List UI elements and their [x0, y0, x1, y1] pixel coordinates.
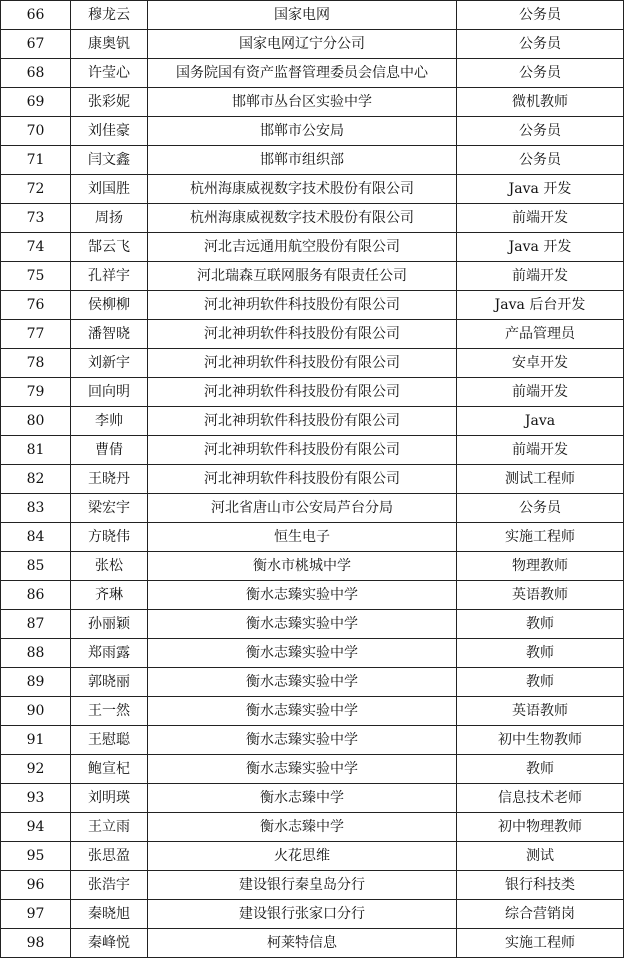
organization-cell: 河北神玥软件科技股份有限公司 [148, 378, 457, 407]
position-cell: 英语教师 [457, 581, 624, 610]
name-cell: 周扬 [71, 204, 148, 233]
table-row [1, 320, 624, 349]
organization-cell: 衡水志臻实验中学 [148, 639, 457, 668]
row-number-cell: 77 [1, 320, 71, 349]
organization-cell: 河北省唐山市公安局芦台分局 [148, 494, 457, 523]
table-row [1, 784, 624, 813]
organization-cell: 恒生电子 [148, 523, 457, 552]
table-row [1, 610, 624, 639]
organization-cell: 衡水志臻实验中学 [148, 668, 457, 697]
table-row [1, 117, 624, 146]
name-cell: 秦晓旭 [71, 900, 148, 929]
row-number-cell: 85 [1, 552, 71, 581]
name-cell: 张彩妮 [71, 88, 148, 117]
row-number-cell: 98 [1, 929, 71, 958]
position-cell: 前端开发 [457, 436, 624, 465]
table-row [1, 349, 624, 378]
table-row [1, 668, 624, 697]
name-cell: 王立雨 [71, 813, 148, 842]
organization-cell: 河北神玥软件科技股份有限公司 [148, 465, 457, 494]
row-number-cell: 75 [1, 262, 71, 291]
table-row [1, 726, 624, 755]
table-row [1, 581, 624, 610]
position-cell: 教师 [457, 755, 624, 784]
row-number-cell: 71 [1, 146, 71, 175]
name-cell: 侯柳柳 [71, 291, 148, 320]
name-cell: 郜云飞 [71, 233, 148, 262]
row-number-cell: 68 [1, 59, 71, 88]
row-number-cell: 74 [1, 233, 71, 262]
organization-cell: 河北神玥软件科技股份有限公司 [148, 291, 457, 320]
organization-cell: 衡水志臻实验中学 [148, 581, 457, 610]
organization-cell: 河北瑞森互联网服务有限责任公司 [148, 262, 457, 291]
row-number-cell: 89 [1, 668, 71, 697]
table-row [1, 378, 624, 407]
table-row [1, 291, 624, 320]
name-cell: 齐琳 [71, 581, 148, 610]
organization-cell: 国家电网辽宁分公司 [148, 30, 457, 59]
organization-cell: 杭州海康威视数字技术股份有限公司 [148, 175, 457, 204]
organization-cell: 建设银行张家口分行 [148, 900, 457, 929]
position-cell: Java [457, 407, 624, 436]
table-row [1, 871, 624, 900]
name-cell: 王慰聪 [71, 726, 148, 755]
name-cell: 康奥钒 [71, 30, 148, 59]
row-number-cell: 91 [1, 726, 71, 755]
name-cell: 郑雨露 [71, 639, 148, 668]
organization-cell: 邯郸市组织部 [148, 146, 457, 175]
name-cell: 闫文鑫 [71, 146, 148, 175]
position-cell: 公务员 [457, 1, 624, 30]
organization-cell: 国务院国有资产监督管理委员会信息中心 [148, 59, 457, 88]
organization-cell: 衡水志臻实验中学 [148, 610, 457, 639]
name-cell: 张浩宇 [71, 871, 148, 900]
organization-cell: 国家电网 [148, 1, 457, 30]
row-number-cell: 96 [1, 871, 71, 900]
organization-cell: 河北神玥软件科技股份有限公司 [148, 407, 457, 436]
table-row [1, 204, 624, 233]
row-number-cell: 69 [1, 88, 71, 117]
organization-cell: 衡水志臻实验中学 [148, 697, 457, 726]
organization-cell: 河北吉远通用航空股份有限公司 [148, 233, 457, 262]
position-cell: 公务员 [457, 494, 624, 523]
row-number-cell: 87 [1, 610, 71, 639]
organization-cell: 邯郸市丛台区实验中学 [148, 88, 457, 117]
organization-cell: 河北神玥软件科技股份有限公司 [148, 320, 457, 349]
position-cell: 综合营销岗 [457, 900, 624, 929]
position-cell: 产品管理员 [457, 320, 624, 349]
position-cell: 教师 [457, 610, 624, 639]
organization-cell: 河北神玥软件科技股份有限公司 [148, 436, 457, 465]
position-cell: 公务员 [457, 146, 624, 175]
position-cell: 初中生物教师 [457, 726, 624, 755]
position-cell: 测试工程师 [457, 465, 624, 494]
row-number-cell: 72 [1, 175, 71, 204]
row-number-cell: 78 [1, 349, 71, 378]
table-row [1, 146, 624, 175]
organization-cell: 衡水志臻中学 [148, 784, 457, 813]
name-cell: 回向明 [71, 378, 148, 407]
table-row [1, 639, 624, 668]
name-cell: 郭晓丽 [71, 668, 148, 697]
row-number-cell: 66 [1, 1, 71, 30]
organization-cell: 建设银行秦皇岛分行 [148, 871, 457, 900]
name-cell: 梁宏宇 [71, 494, 148, 523]
organization-cell: 衡水志臻实验中学 [148, 726, 457, 755]
table-row [1, 30, 624, 59]
name-cell: 刘国胜 [71, 175, 148, 204]
table-row [1, 552, 624, 581]
position-cell: 公务员 [457, 30, 624, 59]
organization-cell: 衡水志臻中学 [148, 813, 457, 842]
row-number-cell: 93 [1, 784, 71, 813]
position-cell: 实施工程师 [457, 523, 624, 552]
name-cell: 孙丽颖 [71, 610, 148, 639]
position-cell: 物理教师 [457, 552, 624, 581]
name-cell: 刘佳豪 [71, 117, 148, 146]
position-cell: 实施工程师 [457, 929, 624, 958]
row-number-cell: 83 [1, 494, 71, 523]
position-cell: 测试 [457, 842, 624, 871]
name-cell: 鲍宣杞 [71, 755, 148, 784]
row-number-cell: 70 [1, 117, 71, 146]
name-cell: 秦峰悦 [71, 929, 148, 958]
position-cell: Java 开发 [457, 233, 624, 262]
row-number-cell: 79 [1, 378, 71, 407]
position-cell: 安卓开发 [457, 349, 624, 378]
table-row [1, 407, 624, 436]
row-number-cell: 95 [1, 842, 71, 871]
position-cell: Java 后台开发 [457, 291, 624, 320]
organization-cell: 柯莱特信息 [148, 929, 457, 958]
row-number-cell: 92 [1, 755, 71, 784]
row-number-cell: 94 [1, 813, 71, 842]
position-cell: 公务员 [457, 117, 624, 146]
position-cell: 前端开发 [457, 204, 624, 233]
table-row [1, 1, 624, 30]
table-row [1, 697, 624, 726]
position-cell: 银行科技类 [457, 871, 624, 900]
name-cell: 刘明瑛 [71, 784, 148, 813]
table-body [1, 1, 624, 958]
position-cell: 初中物理教师 [457, 813, 624, 842]
name-cell: 穆龙云 [71, 1, 148, 30]
organization-cell: 火花思维 [148, 842, 457, 871]
table-row [1, 436, 624, 465]
row-number-cell: 82 [1, 465, 71, 494]
position-cell: 教师 [457, 668, 624, 697]
row-number-cell: 88 [1, 639, 71, 668]
table-row [1, 842, 624, 871]
position-cell: 前端开发 [457, 262, 624, 291]
position-cell: 信息技术老师 [457, 784, 624, 813]
table-row [1, 494, 624, 523]
name-cell: 潘智晓 [71, 320, 148, 349]
name-cell: 李帅 [71, 407, 148, 436]
table-row [1, 88, 624, 117]
table-row [1, 929, 624, 958]
organization-cell: 河北神玥软件科技股份有限公司 [148, 349, 457, 378]
organization-cell: 衡水市桃城中学 [148, 552, 457, 581]
row-number-cell: 76 [1, 291, 71, 320]
row-number-cell: 67 [1, 30, 71, 59]
name-cell: 刘新宇 [71, 349, 148, 378]
table-row [1, 175, 624, 204]
table-row [1, 813, 624, 842]
row-number-cell: 84 [1, 523, 71, 552]
row-number-cell: 73 [1, 204, 71, 233]
row-number-cell: 81 [1, 436, 71, 465]
organization-cell: 衡水志臻实验中学 [148, 755, 457, 784]
name-cell: 方晓伟 [71, 523, 148, 552]
organization-cell: 邯郸市公安局 [148, 117, 457, 146]
row-number-cell: 80 [1, 407, 71, 436]
position-cell: 公务员 [457, 59, 624, 88]
name-cell: 张思盈 [71, 842, 148, 871]
name-cell: 王晓丹 [71, 465, 148, 494]
row-number-cell: 86 [1, 581, 71, 610]
name-cell: 许莹心 [71, 59, 148, 88]
row-number-cell: 90 [1, 697, 71, 726]
organization-cell: 杭州海康威视数字技术股份有限公司 [148, 204, 457, 233]
name-cell: 王一然 [71, 697, 148, 726]
name-cell: 曹倩 [71, 436, 148, 465]
position-cell: 英语教师 [457, 697, 624, 726]
table-row [1, 262, 624, 291]
position-cell: 前端开发 [457, 378, 624, 407]
position-cell: 教师 [457, 639, 624, 668]
name-cell: 孔祥宇 [71, 262, 148, 291]
name-cell: 张松 [71, 552, 148, 581]
table-row [1, 755, 624, 784]
position-cell: Java 开发 [457, 175, 624, 204]
table-row [1, 233, 624, 262]
table-row [1, 523, 624, 552]
table-row [1, 900, 624, 929]
row-number-cell: 97 [1, 900, 71, 929]
table-row [1, 465, 624, 494]
table-row [1, 59, 624, 88]
position-cell: 微机教师 [457, 88, 624, 117]
